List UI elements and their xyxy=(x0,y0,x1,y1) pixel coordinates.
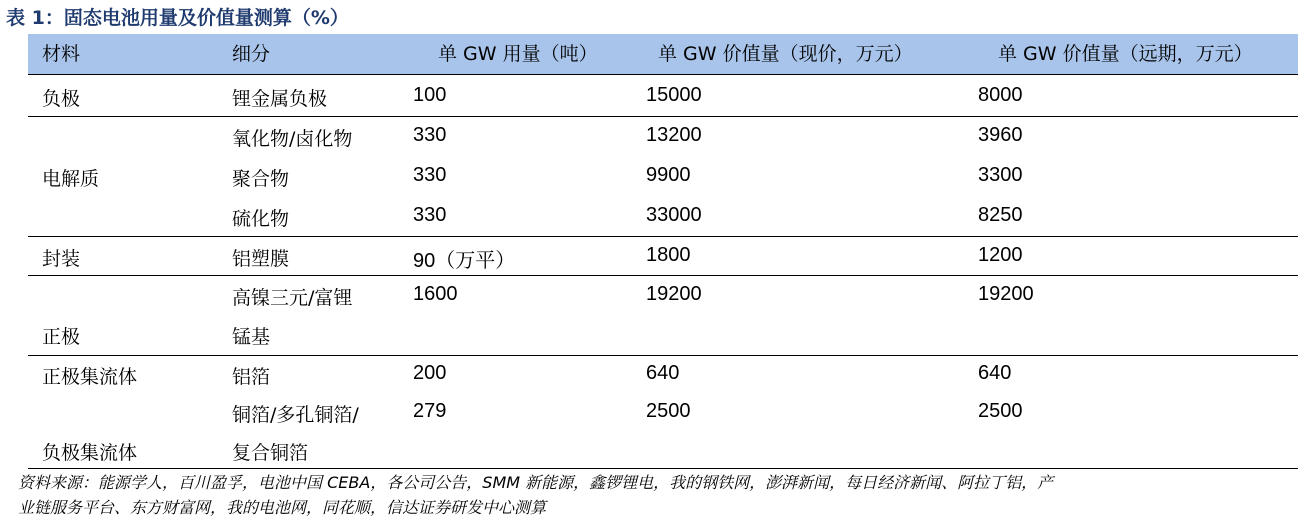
cell-value-now: 15000 xyxy=(646,84,702,106)
cell-usage: 330 xyxy=(413,164,447,186)
cell-value-future: 3960 xyxy=(978,124,1023,146)
column-header-value-now: 单 GW 价值量（现价，万元） xyxy=(658,43,913,65)
cell-value-now: 19200 xyxy=(646,283,702,305)
cell-value-now: 1800 xyxy=(646,244,691,266)
cell-sub: 锂金属负极 xyxy=(232,88,328,110)
cell-value-future: 640 xyxy=(978,362,1012,384)
cell-usage: 100 xyxy=(413,84,447,106)
column-header-sub: 细分 xyxy=(232,43,271,65)
cell-usage: 330 xyxy=(413,204,447,226)
cell-usage: 90（万平） xyxy=(413,250,516,272)
cell-material: 电解质 xyxy=(42,168,100,190)
cell-sub: 硫化物 xyxy=(232,208,290,230)
cell-material: 封装 xyxy=(42,248,81,270)
cell-sub: 铝塑膜 xyxy=(232,248,290,270)
source-line: 资料来源：能源学人，百川盈孚，电池中国 CEBA，各公司公告，SMM 新能源，鑫锣锂电，我的钢铁网，澎湃新闻，每日经济新闻、阿拉丁铝，产 xyxy=(18,473,1054,492)
cell-material: 负极 xyxy=(42,88,81,110)
cell-value-now: 2500 xyxy=(646,400,691,422)
cell-value-now: 640 xyxy=(646,362,680,384)
cell-value-future: 19200 xyxy=(978,283,1034,305)
source-line: 业链服务平台、东方财富网，我的电池网，同花顺，信达证券研发中心测算 xyxy=(18,498,547,517)
cell-material: 正极集流体 xyxy=(42,366,138,388)
column-header-value-future: 单 GW 价值量（远期，万元） xyxy=(998,43,1253,65)
cell-sub: 聚合物 xyxy=(232,168,290,190)
table-title: 表 1：固态电池用量及价值量测算（%） xyxy=(6,7,349,29)
cell-value-future: 2500 xyxy=(978,400,1023,422)
cell-usage: 1600 xyxy=(413,283,458,305)
table-bottom-border xyxy=(28,468,1298,469)
cell-material: 负极集流体 xyxy=(42,442,138,464)
source-note xyxy=(18,470,1308,520)
cell-material: 正极 xyxy=(42,326,81,348)
cell-value-now: 9900 xyxy=(646,164,691,186)
cell-sub: 复合铜箔 xyxy=(232,442,309,464)
cell-sub: 铜箔/多孔铜箔/ xyxy=(232,404,359,426)
cell-value-now: 13200 xyxy=(646,124,702,146)
cell-value-future: 8000 xyxy=(978,84,1023,106)
cell-sub: 锰基 xyxy=(232,326,271,348)
group-separator xyxy=(28,275,1298,276)
cell-value-future: 8250 xyxy=(978,204,1023,226)
column-header-material: 材料 xyxy=(42,43,81,65)
cell-usage: 279 xyxy=(413,400,447,422)
cell-sub: 铝箔 xyxy=(232,366,271,388)
cell-value-future: 3300 xyxy=(978,164,1023,186)
group-separator xyxy=(28,116,1298,117)
cell-sub: 氧化物/卤化物 xyxy=(232,128,353,150)
cell-value-future: 1200 xyxy=(978,244,1023,266)
group-separator xyxy=(28,355,1298,356)
column-header-usage: 单 GW 用量（吨） xyxy=(438,43,598,65)
header-bottom-border xyxy=(28,74,1298,75)
table-header xyxy=(28,34,1298,74)
cell-sub: 高镍三元/富锂 xyxy=(232,287,353,309)
group-separator xyxy=(28,236,1298,237)
cell-usage: 200 xyxy=(413,362,447,384)
cell-value-now: 33000 xyxy=(646,204,702,226)
cell-usage: 330 xyxy=(413,124,447,146)
